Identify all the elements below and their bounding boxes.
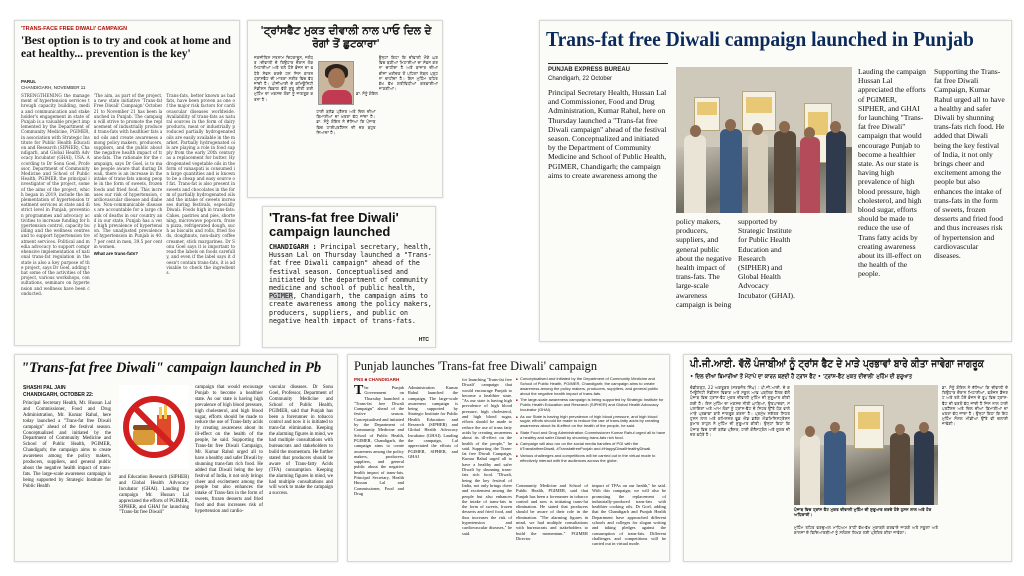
body-column-2: and Education Research (SIPHER) and Global Health Advocacy Incubator (GHAI). Lauding the campaign Mr. Hussan Lal appreciated the efforts of PGIMER, SIPHER, and GHAI for launching "Trans-fat free Diwali" <box>119 475 189 516</box>
body-column-5: Supporting the Trans-fat free Diwali Campaign, Kumar Rahul urged all to have a healthy and safer Diwali by shunning trans-fats rich food. He added that Diwali being the key festival of India, it not only brings cheer and excitement among the people but also enhances the intake of trans-fats in the form of sweets, frozen desserts and fried food and thus increases risk of hypertension and cardiovascular diseases. <box>934 67 1005 261</box>
body-column-1: Principal Secretary Health, Hussan Lal and Commissioner, Food and Drug Administration, Kumar Rahul, here on Thursday launched a "Trans-fat free Diwali campaign" ahead of the festival season. Conceptualized and initiated by the Department of Community Medicine and School of Public Health, PGIMER, Chandigarh; the campaign aims to create awareness among the <box>548 88 667 180</box>
body-column-5: impact of TFAs on our health," he said. With this campaign, we will also be promoting the replacement of industrially-produced trans-fats with healthier cooking oils. Dr Goel, adding that the Chandigarh and Punjab Health Department have approached different schools and colleges for slogan writing and taking pledges against the consumption of trans-fats. Different challenges and competitions will be carried out in virtual mode. <box>592 483 666 547</box>
highlight-item: ■ Campaign will also run on the social media handles of PGI with the #TransfatfreeDiwali, #TransfatfreePunjab and #HappyDiwaliHealthyDiwali. <box>516 442 666 452</box>
clipping-byline <box>21 79 85 90</box>
clipping-headline: 'Trans-fat free Diwali' campaign launched <box>269 210 399 239</box>
body-column-1: Principal Secretary Health, Mr. Hussan Lal and Commissioner, Food and Drug Administration, Mr. Kumar Rahul, here today launched a "Trans-fat free Diwali campaign" ahead of the festival season. Conceptualized and initiated by the Department of Community Medicine and School of Public Health, PGIMER, Chandigarh; the campaign aims to create awareness among the policy makers, producers, suppliers, and general public about the negative health impact of trans-fats. The large-scale awareness campaign is being supported by Strategic Institute for Public Health <box>23 401 111 489</box>
body-column-4: Community Medicine and School of Public Health, PGIMER, said that Punjab has been a forerunner in tobacco control and now is initiating trans-fat elimination. He stated that producers should be aware of their role in the elimination. "The alarming figures in mind, we had multiple consultations with bureaucrats and stakeholders to build the momentum." PGIMER Director <box>516 483 588 541</box>
portrait-caption: ਡਾ. ਸੋਨੂੰ ਗੋਇਲ <box>356 91 378 96</box>
clipping-headline: Punjab launches 'Trans-fat free Diwali' campaign <box>354 358 598 373</box>
clipping-headline: "Trans-fat free Diwali" campaign launched in Pb <box>21 360 322 376</box>
body-column-3: for launching 'Trans-fat free Diwali' campaign that would encourage Punjab to become a healthier state. "As our state is having high prevalence of high blood pressure, high cholesterol, and high blood sugar, efforts should be made to reduce the use of trans fatty acids by creating awareness about its ill-effect on the health of the people," he said. Supporting the Trans-fat free Diwali Campaign, Kumar Rahul urged all to have a healthy and safer Diwali by shunning trans-fats rich food. "Diwali, being the key festival of India, not only brings cheer and excitement among the people but also enhances the intake of trans-fats in the form of sweets, frozen desserts and fried food, and thus increases the risk of hypertension and cardiovascular diseases," he said. <box>462 377 512 536</box>
body-column-2 <box>94 93 163 343</box>
body-column-1 <box>354 385 404 496</box>
clipping-headline: 'ਟ੍ਰਾਂਸਫੈਟ ਮੁਕਤ ਦੀਵਾਲੀ ਨਾਲ ਪਾਓ ਦਿਲ ਦੇ ਰੋਗਾਂ ਤੋਂ ਛੁਟਕਾਰਾ' <box>260 25 432 50</box>
byline-name: PARUL <box>21 79 37 84</box>
highlighted-word: PGIMER <box>269 292 293 301</box>
clipping-pgi-punjabi <box>683 354 1012 562</box>
clipping-dateline: Chandigarh, 22 October <box>548 76 613 82</box>
clipping-body <box>269 243 433 325</box>
body-column-3: supported by Strategic Institute for Public Health Education and Research (SIPHER) and Global Health Advocacy Incubator (GHAI). <box>738 217 795 300</box>
clipping-byline: PNS ■ CHANDIGARH <box>354 377 400 382</box>
clipping-punjab-express <box>539 20 1012 342</box>
drop-cap: T <box>354 383 364 398</box>
clipping-best-option <box>14 20 240 346</box>
no-transfat-food-icon <box>119 385 189 469</box>
body-column-2-text: 'The aim, as part of the project, a new state initiative 'Trans-fat Free Diwali' Campaign' October 21 to November 21 has been launched in Punjab. The campaign will strive to promote the replacement of industrially produced trans-fats with healthier fats and oils and create awareness among policy makers, producers, suppliers, and the public about the negative health impact of trans-fats. The rationale for the campaign, says Dr Goel, is to make people aware that during Diwali, there is an increase in the intake of trans-fats among people in the form of sweets, frozen foods and fried food. This increases our risk of hypertension, cardiovascular disease and diabetes. Non-communicable diseases are accountable for a large chunk of deaths in our country and in our state, Punjab has a very high prevalence of hypertension. The unadjusted prevalence of hypertension in Punjab is 40.7 per cent in men, 39.5 per cent in women. <box>93 93 163 249</box>
clipping-punjab-launches <box>347 354 670 562</box>
launch-event-photo <box>794 385 938 505</box>
body-column-3: ਮੁਹਿੰਮ ਤਹਿਤ ਵਰਚੁਅਲ ਮਾਧਿਅਮ ਰਾਹੀਂ ਵੱਖ-ਵੱਖ ਮੁਕਾਬਲੇ ਕਰਵਾਏ ਜਾਣਗੇ ਅਤੇ ਸਕੂਲਾਂ ਅਤੇ ਕਾਲਜਾਂ ਦੇ ਵਿਦਿਆਰਥੀਆਂ ਨੂੰ ਸਲੋਗਨ ਲਿਖਣ ਲਈ ਪ੍ਰੇਰਿਤ ਕੀਤਾ ਜਾਵੇਗਾ। <box>794 525 938 536</box>
clipping-headline: 'Best option is to try and cook at home and eat healthy... prevention is the key' <box>21 35 231 60</box>
body-column-2: Administration Kumar Rahul launched the campaign. The large-scale awareness campaign is being supported by Strategic Institute for Public Health Education and Research (SIPHER) and Global Health Advocacy Incubator (GHAI). Lauding the campaign, Lal appreciated the efforts of PGIMER, SIPHER, and GHAI <box>408 385 458 459</box>
highlight-item: ■ Various challenges and competitions will be carried out in the virtual mode to effectively interact with the audiences across the globe. <box>516 454 666 464</box>
body-column-2: ਡਾ. ਸੋਨੂੰ ਗੋਇਲ ਨੇ ਦੱਸਿਆ ਕਿ ਦੀਵਾਲੀ ਦੇ ਤਿਉਹਾਰ ਦੌਰਾਨ ਮਿਠਾਈਆਂ, ਫਰੋਜ਼ਨ ਡੈਜ਼ਰਟ ਅਤੇ ਤਲੇ ਹੋਏ ਭੋਜਨ ਦੇ ਰੂਪ ਵਿਚ ਟ੍ਰਾਂਸ-ਫੈਟ ਦੀ ਵਰਤੋਂ ਵੱਧ ਜਾਂਦੀ ਹੈ ਜਿਸ ਨਾਲ ਹਾਈਪਰਟੈਂਸ਼ਨ ਅਤੇ ਦਿਲ ਦੀਆਂ ਬਿਮਾਰੀਆਂ ਦਾ ਖ਼ਤਰਾ ਵੱਧ ਜਾਂਦਾ ਹੈ। ਉਨ੍ਹਾਂ ਕਿਹਾ ਕਿ ਇਹ ਮੁਹਿੰਮ ਸੋਸ਼ਲ ਮੀਡੀਆ ਉੱਤੇ ਵੀ ਚਲਾਈ ਜਾਵੇਗੀ। <box>942 385 1008 427</box>
body-column-1: ਜਗਜੀਤਿਸ ਸਤਨਾਮ ਦਿਹਰਾਦੂਨ, ਜਲੰਧਰ :ਦੀਵਾਲੀ ਦੇ ਤਿਉਹਾਰ ਦੌਰਾਨ ਲੋਕ ਮਿਠਾਈਆਂ ਅਤੇ ਤਲੇ ਹੋਏ ਭੋਜਨ ਦਾ ਵਧੇਰੇ ਸੇਵਨ ਕਰਦੇ ਹਨ ਜਿਸ ਕਾਰਨ ਟ੍ਰਾਂਸਫੈਟ ਦੀ ਮਾਤਰਾ ਸਰੀਰ ਵਿਚ ਵੱਧ ਜਾਂਦੀ ਹੈ। ਪੀਜੀਆਈ ਦੇ ਕਮਿਊਨਿਟੀ ਮੈਡੀਸਨ ਵਿਭਾਗ ਵੱਲੋਂ ਸ਼ੁਰੂ ਕੀਤੀ ਗਈ ਮੁਹਿੰਮ ਦਾ ਮਕਸਦ ਲੋਕਾਂ ਨੂੰ ਜਾਗਰੂਕ ਕਰਨਾ ਹੈ। <box>254 55 314 102</box>
clipping-kicker: 'TRANS-FACE FREE DIWALI' CAMPAIGN <box>21 26 128 32</box>
clipping-launched-in-pb <box>14 354 338 562</box>
clipping-body <box>21 93 235 343</box>
clipping-strapline: • ਦਿਲ ਦੀਆਂ ਬਿਮਾਰੀਆਂ ਤੋਂ ਮੋਟਾਪੇ ਦਾ ਕਾਰਨ ਬਣਦੀ ਹੈ ਟ੍ਰਾਂਸ ਫੈਟ • 'ਟ੍ਰਾਂਸ-ਫੈਟ ਮੁਕਤ ਦੀਵਾਲੀ' ਮੁਹਿੰਮ ਦੀ ਸ਼ੁਰੂਆਤ <box>690 374 913 380</box>
body-text-1: Principal secretary, health, Hussan Lal on Thursday launched a "Trans-fat free Diwali campaign" ahead of the festival season. Conceptualised and initiated by the department of community medicine and school of public health, <box>269 243 432 293</box>
highlights-box <box>516 377 666 465</box>
body-column-4: Lauding the campaign Hussan Lal appreciated the efforts of PGIMER, SIPHER, and GHAI for launching "Trans-fat free Diwali" campaign that would encourage Punjab to become a healthier state. As our state is having high prevalence of high blood pressure, high cholesterol, and high blood sugar, efforts should be made to reduce the use of Trans fatty acids by creating awareness about its ill-effect on the health of the people. <box>858 67 926 279</box>
highlight-item: ■ State Food and Drug Administration Commissioner Kumar Rahul urged all to have a healthy and safer Diwali by shunning trans-fats rich food. <box>516 431 666 441</box>
clipping-byline <box>23 385 93 398</box>
body-column-3: ਉਨ੍ਹਾਂ ਕਿਹਾ ਕਿ ਦੀਵਾਲੀ ਮੌਕੇ ਘਰ ਵਿਚ ਬਣੀਆਂ ਮਿਠਾਈਆਂ ਦਾ ਸੇਵਨ ਕਰਨਾ ਚਾਹੀਦਾ ਹੈ ਅਤੇ ਬਾਜ਼ਾਰ ਦੀਆਂ ਚੀਜ਼ਾਂ ਖ਼ਰੀਦਣ ਤੋਂ ਪਹਿਲਾਂ ਲੇਬਲ ਪੜ੍ਹਨਾ ਚਾਹੀਦਾ ਹੈ। ਇਸ ਮੁਹਿੰਮ ਤਹਿਤ ਵੱਖ ਵੱਖ ਗਤੀਵਿਧੀਆਂ ਕਰਵਾਈਆਂ ਜਾਣਗੀਆਂ। <box>378 55 438 92</box>
body-column-2: policy makers, producers, suppliers, and general public about the negative health impact of trans-fats. The large-scale awareness campaign is being <box>676 217 732 309</box>
body-subhead: What are trans-fats? <box>93 251 139 257</box>
divider <box>548 63 668 64</box>
highlight-item: ■ As our State is having high prevalence of high blood pressure, and high blood sugar, efforts should be made to reduce the use of trans-fatty acids by creating awareness about its ill-effect on the health of the people, he said. <box>516 415 666 430</box>
body-column-2: ਹਾਈ ਬਲੱਡ ਪ੍ਰੈਸ਼ਰ ਅਤੇ ਦਿਲ ਦੀਆਂ ਬਿਮਾਰੀਆਂ ਦਾ ਖ਼ਤਰਾ ਵੱਧ ਜਾਂਦਾ ਹੈ। ਡਾ. ਸੋਨੂੰ ਗੋਇਲ ਨੇ ਦੱਸਿਆ ਕਿ ਪੰਜਾਬ ਵਿਚ ਹਾਈਪਰਟੈਂਸ਼ਨ ਦੀ ਦਰ ਬਹੁਤ ਜ਼ਿਆਦਾ ਹੈ। <box>316 109 376 135</box>
highlight-item: ■ Conceptualised and initiated by the Department of Community Medicine and School of Public Health, PGIMER, Chandigarh; the campaign aims to create awareness among the policy makers, producers, suppliers, and general public about the negative health impact of trans-fats. <box>516 377 666 397</box>
body-column-3: campaign that would encourage Punjab to become a healthier state. As our state is having high prevalence of high blood pressure, high cholesterol, and high blood sugar, efforts should be made to reduce the use of Trans-fatty acids by creating awareness about its ill-effect on the health of the people, he said. Supporting the Trans-fat free Diwali Campaign, Mr. Kumar Rahul urged all to have a healthy and safer Diwali by shunning trans-fats rich food. He added that Diwali being the key festival of India, it not only brings cheer and excitement among the people but also enhances the intake of Trans-fats in the form of sweets, frozen desserts and fried food and thus increases risk of hypertension and cardio- <box>195 385 263 515</box>
doctor-portrait-photo <box>318 61 354 105</box>
clipping-campaign-launched <box>262 206 436 348</box>
source-tag: HTC <box>418 337 429 343</box>
clipping-punjabi-transfat <box>247 20 443 198</box>
body-column-1-text: he Punjab Government on Thursday launched a "Trans-fat free Diwali Campaign" ahead of the festive season. Conceptualised and initiated by the Department of Community Medicine and School of Public Health, PGIMER, Chandigarh, the campaign aims to create awareness among the policy makers, producers, suppliers, and general public about the negative health impact of trans-fats. Principal Secretary, Health Hussan Lal and Commissioner, Food and Drug <box>354 385 404 496</box>
clipping-headline: ਪੀ.ਜੀ.ਆਈ. ਵੱਲੋਂ ਪੰਜਾਬੀਆਂ ਨੂੰ ਟ੍ਰਾਂਸ ਫੈਟ ਦੇ ਮਾੜੇ ਪ੍ਰਭਾਵਾਂ ਬਾਰੇ ਕੀਤਾ ਜਾਵੇਗਾ ਜਾਗਰੂਕ <box>690 358 984 370</box>
clipping-headline: Trans-fat free Diwali campaign launched in Punjab <box>546 27 974 51</box>
photo-caption: ਪੰਜਾਬ ਵਿਚ ਟ੍ਰਾਂਸ ਫੈਟ ਮੁਕਤ ਦੀਵਾਲੀ ਮੁਹਿੰਮ ਦੀ ਸ਼ੁਰੂਆਤ ਕਰਦੇ ਹੋਏ ਹੁਸਨ ਲਾਲ ਅਤੇ ਹੋਰ ਅਧਿਕਾਰੀ। <box>794 507 932 518</box>
body-column-1: STRENGTHENING the management of hypertension services through capacity building, media and communication and stakeholder's engagement in state of Punjab is a valuable project implemented by the Department of Community Medicine, PGIMER, in association with Strategic Institute for Public Health Education and Research (SIPHER), Chandigarh, and Global Health Advocacy Incubator (GHAI), USA. According to Dr Sonu Goel, Professor, Department of Community Medicine and School of Public Health, PGIMER, the principal investigator of the project, some of the aims of the project, which began in 2019, include the implementation of hypertension treatment services at state and district level in Punjab, prevention programmes and advocacy activities to increase funding for hypertension control, capacity building and the wellness centres and to support hypertension treatment services. Political and media advocacy to support comprehensive implementation of national trans-fat regulation in the state is also a key purpose of the project, says Dr Goel, adding that some of the activities of the project, various workshops, consultations, seminars on hypertension and wellness have been conducted. <box>21 93 90 296</box>
clipping-bureau: PUNJAB EXPRESS BUREAU <box>548 67 631 73</box>
body-text-2: , Chandigarh, the campaign aims to create awareness among the policy makers, producers, suppliers, and public on negative health impact of trans-fats. <box>269 292 432 325</box>
byline-dateline: CHANDIGARH, OCTOBER 22: <box>23 391 94 398</box>
body-column-4: vascular diseases. Dr Sonu Goel, Professor, Department of Community Medicine and School of Public Health, PGIMER, said that Punjab has been a forerunner in tobacco control and now it is initiated to trans-fat elimination. Keeping the alarming figures in mind, we had multiple consultations with bureaucrats and stakeholders to build the momentum. He further stated that producers should be aware of Trans-fatty Acids (TFA) consumption. Keeping the alarming figures in mind, we had multiple consultations and will work to make the campaign a success. <box>269 385 333 497</box>
body-column-1: ਚੰਡੀਗੜ੍ਹ, 22 ਅਕਤੂਬਰ (ਸਰਬਜੋਤ ਸਿੰਘ) : ਪੀ.ਜੀ.ਆਈ. ਦੇ ਕਮਿਊਨਿਟੀ ਮੈਡੀਸਨ ਵਿਭਾਗ ਅਤੇ ਸਕੂਲ ਆਫ਼ ਪਬਲਿਕ ਹੈਲਥ ਵੱਲੋਂ ਪੰਜਾਬ ਵਿਚ ਟ੍ਰਾਂਸ-ਫੈਟ ਮੁਕਤ ਦੀਵਾਲੀ ਮੁਹਿੰਮ ਦੀ ਸ਼ੁਰੂਆਤ ਕੀਤੀ ਗਈ ਹੈ। ਇਸ ਮੁਹਿੰਮ ਦਾ ਮਕਸਦ ਨੀਤੀ ਘਾੜਿਆਂ, ਉਤਪਾਦਕਾਂ, ਸਪਲਾਇਰਾਂ ਅਤੇ ਆਮ ਲੋਕਾਂ ਨੂੰ ਟ੍ਰਾਂਸ-ਫੈਟ ਦੇ ਸਿਹਤ ਉੱਤੇ ਪੈਣ ਵਾਲੇ ਮਾੜੇ ਪ੍ਰਭਾਵਾਂ ਬਾਰੇ ਜਾਗਰੂਕ ਕਰਨਾ ਹੈ। ਪ੍ਰਮੁੱਖ ਸਕੱਤਰ ਸਿਹਤ ਹੁਸਨ ਲਾਲ ਅਤੇ ਕਮਿਸ਼ਨਰ ਫੂਡ ਐਂਡ ਡਰੱਗ ਐਡਮਿਨਿਸਟ੍ਰੇਸ਼ਨ ਕੁਮਾਰ ਰਾਹੁਲ ਨੇ ਮੁਹਿੰਮ ਦੀ ਸ਼ੁਰੂਆਤ ਕੀਤੀ। ਉਨ੍ਹਾਂ ਕਿਹਾ ਕਿ ਪੰਜਾਬ ਵਿਚ ਹਾਈ ਬਲੱਡ ਪ੍ਰੈਸ਼ਰ, ਹਾਈ ਕੋਲੈਸਟ੍ਰੋਲ ਅਤੇ ਸ਼ੂਗਰ ਦੀ ਦਰ ਵਧੇਰੇ ਹੈ। <box>690 385 790 437</box>
body-dateline: CHANDIGARH : <box>269 243 317 251</box>
launch-event-photo <box>676 67 852 213</box>
byline-dateline: CHANDIGARH, NOVEMBER 11 <box>21 84 86 90</box>
highlight-item: ■ The large-scale awareness campaign is being supported by Strategic Institute for Public Health Education and Research (SIPHER) and Global Health Advocacy Incubator (GHAI). <box>516 398 666 413</box>
body-column-3: Trans-fats, better known as bad fats, have been proven as one of the major risk factors for cardiovascular diseases worldwide. Availability of trans-fats as natural sources in the form of dairy products, meat or industrially produced partially hydrogenated oils are easily available in the market. Partially hydrogenated oils are playing a role in food supply from the early 20th century as a replacement for butter. Hydrogenated vegetable oils in the form of vanaspati is consumed in large quantities and is known to be a cheap and easy source of fat. Trans-fat is also present in sweets and chocolates in the form of partially hydrogenated oils and the intake of sweets increases during festivals, especially Diwali. Foods high in trans-fats: Cakes, pastries and pies, shortening, microwave popcorn, frozen pizza, refrigerated dough, such as biscuits and rolls, fried foods, doughnuts, non-dairy coffee creamer, stick margarines. Dr Sonu Goel says it is important to read the labels on foods carefully, and even if the label says it doesn't contain trans-fats, it is advisable to check the ingredients. <box>166 93 236 275</box>
byline-name: SHASHI PAL JAIN <box>23 385 66 391</box>
